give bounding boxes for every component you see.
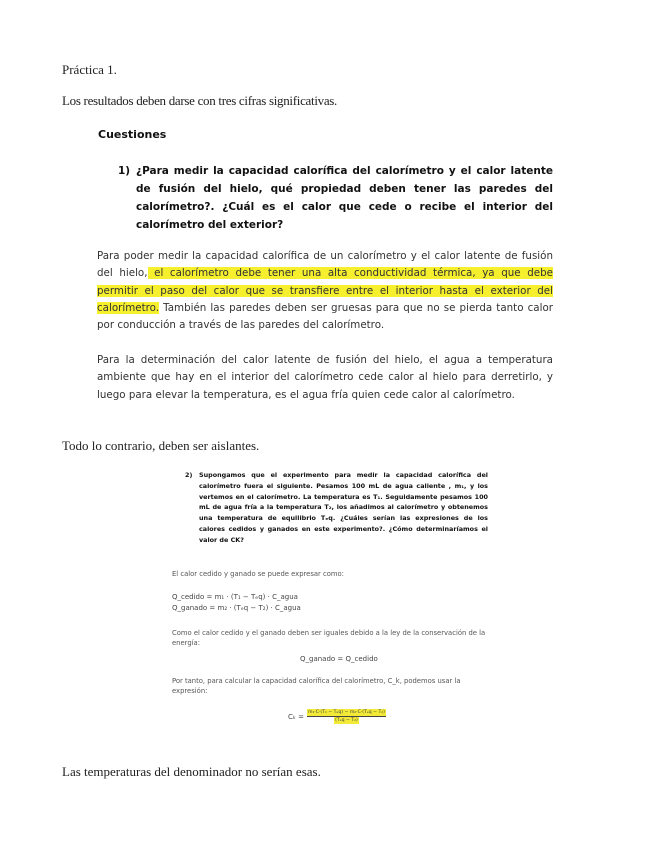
question-1-number: 1) [118, 165, 131, 177]
calorimeter-capacity-intro: Por tanto, para calcular la capacidad calorífica del calorímetro, C_k, podemos usar la expresión: [172, 677, 461, 695]
comment-1: Todo lo contrario, deben ser aislantes. [62, 438, 260, 453]
ck-denominator: (Tₑq − T₂) [335, 718, 358, 723]
conservation-text: Como el calor cedido y el ganado deben ser iguales debido a la ley de la conservación de la energía: [172, 629, 486, 647]
section-heading: Cuestiones [98, 128, 167, 141]
answer-1-paragraph-1 [97, 248, 553, 334]
answer-1-text-start: Para poder medir la capacidad calorífica de un calorímetro y el calor latente de fusión del hielo, [97, 250, 553, 280]
answer-1-text-end: También las paredes deben ser gruesas para que no se pierda tanto calor por conducción a través de las paredes del calorímetro. [97, 301, 553, 332]
question-2-text: Supongamos que el experimento para medir la capacidad calorífica del calorímetro fuera el siguiente. Pesamos 100 mL de agua caliente , m₁, y los vertemos en el calorímetro. La temperatura es T₁. Seguidamente pesamos 100 mL de agua fría a la temperatura T₂, los añadimos al calorímetro y obtenemos una temperatura de equilibrio Tₑq. ¿Cuáles serían las expresiones de los calores cedidos y ganados en este experimento?. ¿Cómo determinaríamos el valor de CK? [199, 471, 488, 544]
question-2-block [172, 470, 488, 546]
comment-2: Las temperaturas del denominador no serían esas. [62, 764, 321, 779]
question-2 [172, 470, 488, 546]
calorimeter-capacity-formula [288, 709, 386, 724]
ck-lhs: Cₖ = [288, 712, 304, 721]
heat-gained-equation: Q_ganado = m₂ · (Tₑq − T₂) · C_agua [172, 604, 301, 612]
answer-2-intro: El calor cedido y ganado se puede expresar como: [172, 570, 344, 578]
page-title: Práctica 1. [62, 62, 117, 77]
ck-fraction [307, 709, 386, 724]
precision-note: Los resultados deben darse con tres cifras significativas. [62, 93, 338, 108]
question-1-text: ¿Para medir la capacidad calorífica del calorímetro y el calor latente de fusión del hielo, qué propiedad deben tener las paredes del calorímetro?. ¿Cuál es el calor que cede o recibe el interior del calorímetro del exterior? [136, 165, 553, 231]
heat-released-equation: Q_cedido = m₁ · (T₁ − Tₑq) · C_agua [172, 593, 298, 601]
ck-numerator: m₁·C·(T₁ − Tₑq) − m₂·C·(Tₑq − T₂) [307, 710, 385, 715]
heat-equality: Q_ganado = Q_cedido [300, 655, 378, 663]
answer-1-highlight: el calorímetro debe tener una alta conductividad térmica, ya que debe permitir el paso del calor que se transfiere entre el interior hasta el exterior del calorímetro. [97, 267, 553, 314]
question-2-number: 2) [185, 471, 193, 479]
question-1 [118, 162, 553, 234]
answer-1-paragraph-2: Para la determinación del calor latente de fusión del hielo, el agua a temperatura ambiente que hay en el interior del calorímetro cede calor al hielo para derretirlo, y luego para elevar la temperatura, es el agua fría quien cede calor al calorímetro. [97, 354, 553, 401]
